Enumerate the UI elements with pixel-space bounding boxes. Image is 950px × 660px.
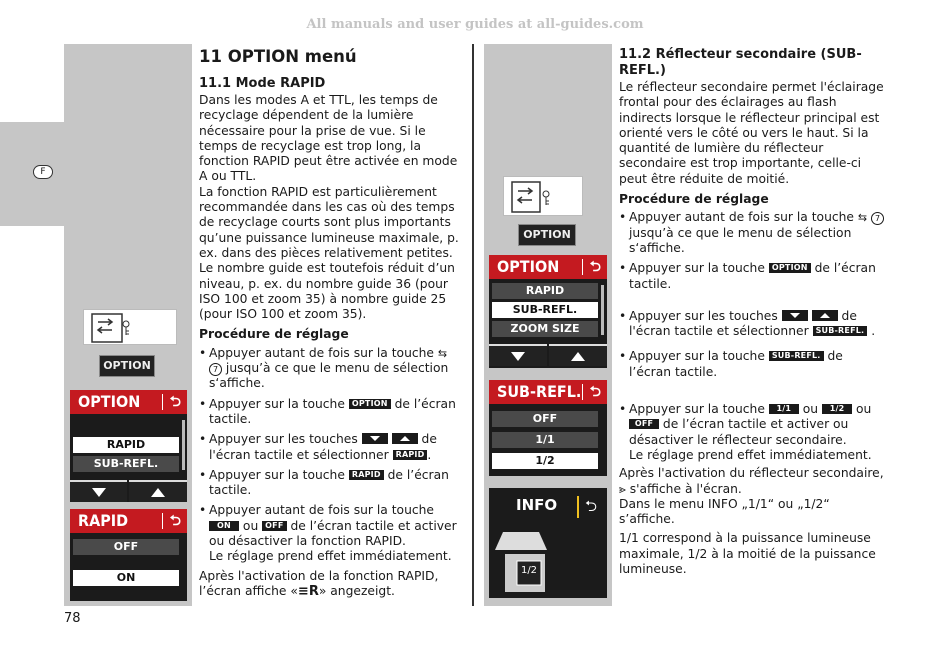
left-column — [199, 47, 464, 599]
info-title: INFO — [516, 496, 558, 514]
after-activation-2: Après l'activation du réflecteur secondaire, ⪢ s'affiche à l'écran. Dans le menu INFO „1/1“ ou „1/2“ s’affiche. — [619, 466, 884, 527]
menu-item-subrefl[interactable]: SUB-REFL. — [73, 456, 179, 472]
section-title-subrefl: 11.2 Réflecteur secondaire (SUB-REFL.) — [619, 47, 862, 78]
option-chip[interactable]: OPTION — [769, 263, 811, 273]
step-r3: • Appuyer sur les touches de l'écran tactile et sélectionner SUB-REFL. . — [619, 309, 887, 340]
step-2: • Appuyer sur la touche OPTION de l’écran tactile. — [199, 397, 464, 428]
flash-buttons-icon — [84, 310, 178, 346]
option-menu-screen — [70, 390, 187, 502]
step-5-note: Le réglage prend effet immédiatement. — [209, 549, 452, 564]
scrollbar-2[interactable] — [601, 285, 604, 335]
step-r5-note: Le réglage prend effet immédiatement. — [629, 447, 872, 462]
option-menu-title: OPTION ⮌ — [70, 390, 187, 414]
option-menu-title-2: OPTION ⮌ — [489, 255, 607, 279]
option-menu-screen-2 — [489, 255, 607, 368]
page-number: 78 — [64, 611, 81, 626]
watermark: All manuals and user guides at all-guides.com — [306, 17, 644, 32]
subrefl-intro: Le réflecteur secondaire permet l'éclairage frontal pour des éclairages au flash indirects lorsque le réflecteur principal est orienté vers le côté ou vers le haut. Si la quantité de lumière du réflecteur secondaire est trop importante, celle-ci peut être réduite de moitié. — [619, 80, 884, 186]
menu-item-zoomsize[interactable]: ZOOM SIZE — [492, 321, 598, 337]
down-key-icon[interactable] — [362, 433, 388, 444]
after-activation: Après l'activation de la fonction RAPID, l’écran affiche «≡R» angezeigt. — [199, 568, 439, 599]
up-arrow-button[interactable] — [129, 480, 187, 502]
rapid-chip-2[interactable]: RAPID — [349, 470, 384, 480]
subrefl-chip-2[interactable]: SUB-REFL. — [769, 351, 824, 361]
flash-device-illustration-2 — [503, 176, 583, 216]
down-key-icon[interactable] — [782, 310, 808, 321]
back-icon: ⮌ — [169, 513, 181, 529]
option-chip[interactable]: OPTION — [349, 399, 391, 409]
full-chip[interactable]: 1/1 — [769, 404, 799, 414]
step-r2: • Appuyer sur la touche OPTION de l’écran tactile. — [619, 261, 887, 292]
subrefl-menu-title: SUB-REFL. ⮌ — [489, 380, 607, 404]
right-column — [619, 47, 887, 577]
subrefl-menu-screen — [489, 380, 607, 476]
procedure-heading-2: Procédure de réglage — [619, 192, 769, 207]
menu-item-subrefl-2[interactable]: SUB-REFL. — [492, 302, 598, 318]
subrefl-chip[interactable]: SUB-REFL. — [813, 326, 868, 336]
subrefl-full-option[interactable]: 1/1 — [492, 432, 598, 448]
language-badge: F — [33, 165, 53, 179]
down-arrow-button-2[interactable] — [489, 344, 547, 366]
option-key[interactable]: OPTION — [99, 355, 155, 377]
down-arrow-button[interactable] — [70, 480, 127, 502]
step-1: • Appuyer autant de fois sur la touche ⇆ 7 jusqu’à ce que le menu de sélection s‘affiche. — [199, 346, 464, 392]
rapid-off-option[interactable]: OFF — [73, 539, 179, 555]
step-4: • Appuyer sur la touche RAPID de l’écran tactile. — [199, 468, 464, 499]
rapid-chip[interactable]: RAPID — [393, 450, 428, 460]
rapid-menu-title: RAPID ⮌ — [70, 509, 187, 533]
subrefl-half-option[interactable]: 1/2 — [492, 453, 598, 469]
step-r5: • Appuyer sur la touche 1/1 ou 1/2 ou OFF de l’écran tactile et activer ou désactiver le réflecteur secondaire. Le réglage prend effet immédiatement. — [619, 402, 887, 463]
power-explanation: 1/1 correspond à la puissance lumineuse maximale, 1/2 à la moitié de la puissance lumineuse. — [619, 531, 876, 577]
menu-item-rapid[interactable]: RAPID — [73, 437, 179, 453]
step-r1: • Appuyer autant de fois sur la touche ⇆ 7 jusqu’à ce que le menu de sélection s‘affiche. — [619, 210, 887, 256]
info-screen — [489, 488, 607, 598]
up-key-icon[interactable] — [812, 310, 838, 321]
chapter-title: 11 OPTION menú — [199, 47, 357, 66]
rapid-on-option[interactable]: ON — [73, 570, 179, 586]
subrefl-level: 1/2 — [520, 565, 538, 576]
off-chip-2[interactable]: OFF — [629, 419, 659, 429]
rapid-intro: Dans les modes A et TTL, les temps de recyclage dépendent de la lumière nécessaire pour la prise de vue. Si le temps de recyclage est trop long, la fonction RAPID peut être activée en mode A ou TTL. — [199, 93, 458, 184]
half-chip[interactable]: 1/2 — [822, 404, 852, 414]
scrollbar[interactable] — [182, 420, 185, 470]
flash-head-icon — [495, 528, 555, 594]
step-r4: • Appuyer sur la touche SUB-REFL. de l’écran tactile. — [619, 349, 887, 380]
rapid-menu-screen — [70, 509, 187, 601]
flash-device-illustration — [83, 309, 177, 345]
on-chip[interactable]: ON — [209, 521, 239, 531]
step-3: • Appuyer sur les touches de l'écran tactile et sélectionner RAPID . — [199, 432, 464, 463]
info-separator — [577, 496, 579, 518]
subrefl-display-icon: ⪢ — [619, 481, 626, 496]
back-icon: ⮌ — [589, 384, 601, 400]
rapid-display-icon: ≡R — [297, 583, 319, 599]
language-tab — [0, 122, 64, 226]
back-icon: ⮌ — [589, 259, 601, 275]
up-key-icon[interactable] — [392, 433, 418, 444]
swap-key-icon: ⇆ — [857, 211, 868, 225]
section-title-rapid: 11.1 Mode RAPID — [199, 76, 326, 91]
subrefl-off-option[interactable]: OFF — [492, 411, 598, 427]
key-number-badge: 7 — [871, 212, 884, 225]
option-key-2[interactable]: OPTION — [518, 224, 576, 246]
key-number-badge: 7 — [209, 363, 222, 376]
procedure-heading: Procédure de réglage — [199, 327, 349, 342]
up-arrow-button-2[interactable] — [549, 344, 607, 366]
menu-item-rapid-2[interactable]: RAPID — [492, 283, 598, 299]
column-divider — [472, 44, 474, 606]
swap-key-icon: ⇆ — [437, 346, 448, 360]
back-icon[interactable]: ⮌ — [585, 497, 598, 515]
off-chip[interactable]: OFF — [262, 521, 286, 531]
rapid-intro-2: La fonction RAPID est particulièrement recommandée dans les cas où des temps de recyclage courts sont plus importants qu’une puissance lumineuse maximale, p. ex. dans des pièces relativement petites. Le nombre guide est toutefois réduit d’un niveau, p. ex. du nombre guide 36 (pour ISO 100 et zoom 35) à nombre guide 25 (pour ISO 100 et zoom 35). — [199, 184, 459, 322]
flash-buttons-icon — [504, 177, 584, 217]
back-icon: ⮌ — [169, 394, 181, 410]
step-5: • Appuyer autant de fois sur la touche ON ou OFF de l’écran tactile et activer ou désactiver la fonction RAPID. Le réglage prend effet immédiatement. — [199, 503, 464, 564]
